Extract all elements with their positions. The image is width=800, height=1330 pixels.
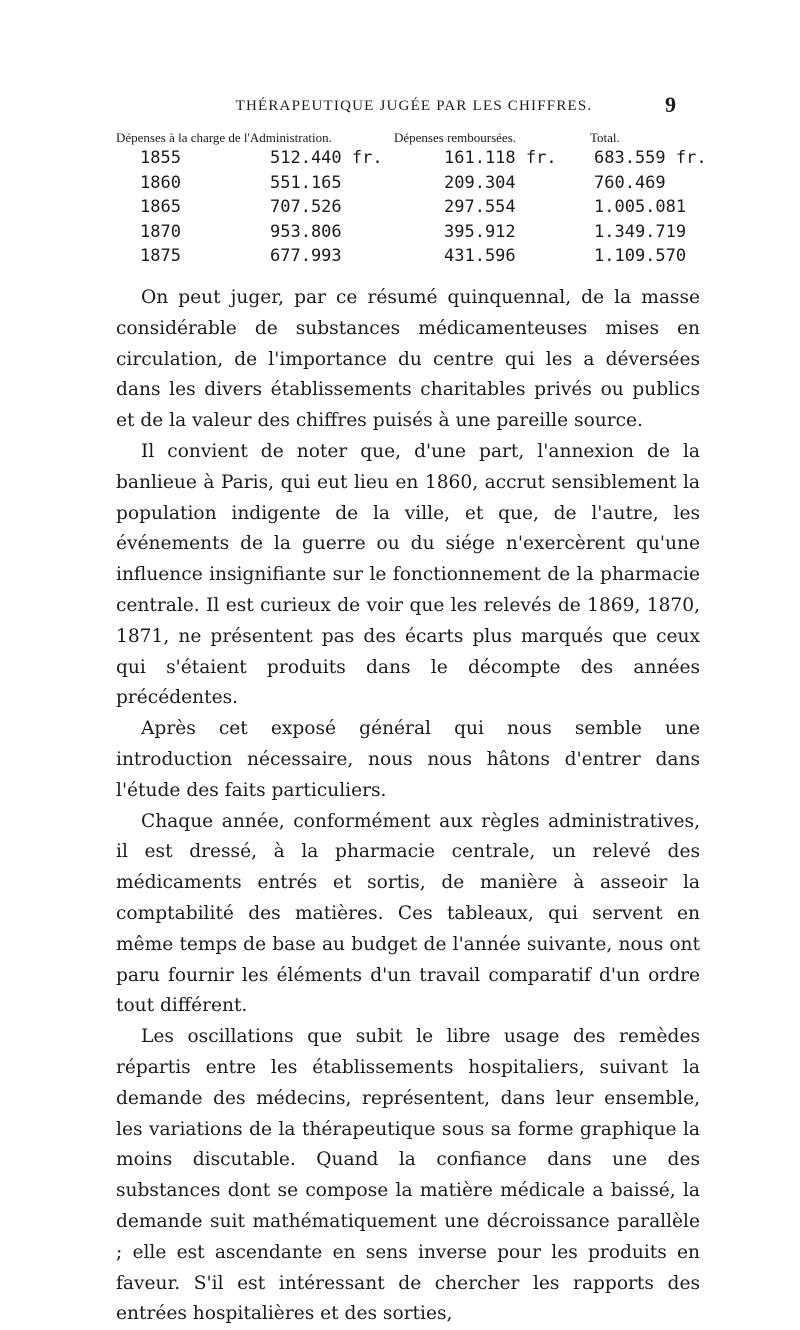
column-header-total: Total. [590,130,620,145]
cell-year: 1865 [140,197,181,217]
cell-total: 683.559 fr. [594,148,707,168]
expenses-table [116,125,707,270]
table-row [116,221,700,246]
page-number: 9 [665,92,676,117]
running-title: THÉRAPEUTIQUE JUGÉE PAR LES CHIFFRES. [235,98,593,114]
cell-admin: 707.526 [270,197,342,217]
paragraph: Après cet exposé général qui nous semble une introduction nécessaire, nous nous hâtons d'entrer dans l'étude des faits particuliers. [116,718,700,801]
column-header-reimbursed: Dépenses remboursées. [394,130,517,145]
cell-total: 1.005.081 [594,197,687,217]
paragraph: Il convient de noter que, d'une part, l'annexion de la banlieue à Paris, qui eut lieu en 1860, accrut sensiblement la population indigente de la ville, et que, de l'autre, les événements de la guerre ou du siége n'exercèrent qu'une influence insignifiante sur le fonctionnement de la pharmacie centrale. Il est curieux de voir que les relevés de 1869, 1870, 1871, ne présentent pas des écarts plus marqués que ceux qui s'étaient produits dans le décompte des années précédentes. [116,440,700,709]
table-row [116,147,707,172]
cell-total: 1.349.719 [594,221,687,242]
paragraph: On peut juger, par ce résumé quinquennal, de la masse considérable de substances médicamenteuses mises en circulation, de l'importance du centre qui les a déversées dans les divers établissements charitables privés ou publics et de la valeur des chiffres puisés à une pareille source. [116,287,700,432]
paragraph: Chaque année, conformément aux règles administratives, il est dressé, à la pharmacie centrale, un relevé des médicaments entrés et sortis, de manière à asseoir la comptabilité des matières. Ces tableaux, qui servent en même temps de base au budget de l'année suivante, nous ont paru fournir les éléments d'un travail comparatif d'un ordre tout différent. [116,810,700,1017]
cell-year: 1855 [140,148,181,168]
cell-admin: 512.440 fr. [270,148,383,168]
cell-total: 760.469 [594,172,666,193]
table-row [116,196,700,221]
cell-year: 1870 [140,221,181,242]
cell-reimbursed: 161.118 fr. [444,148,557,168]
cell-reimbursed: 297.554 [444,197,516,217]
cell-reimbursed: 395.912 [444,221,516,242]
table-row [116,172,700,197]
cell-admin: 677.993 [270,246,342,266]
cell-total: 1.109.570 [594,246,687,266]
body-text [116,283,700,1330]
table-header [116,125,700,147]
cell-year: 1875 [140,246,181,266]
cell-year: 1860 [140,172,181,193]
cell-admin: 953.806 [270,221,342,242]
cell-admin: 551.165 [270,172,342,193]
cell-reimbursed: 209.304 [444,172,516,193]
cell-reimbursed: 431.596 [444,246,516,266]
column-header-admin: Dépenses à la charge de l'Administration. [116,130,332,145]
paragraph: Les oscillations que subit le libre usage des remèdes répartis entre les établissements hospitaliers, suivant la demande des médecins, représentent, dans leur ensemble, les variations de la thérapeutique sous sa forme graphique la moins discutable. Quand la confiance dans une des substances dont se compose la matière médicale a baissé, la demande suit mathématiquement une décroissance parallèle ; elle est ascendante en sens inverse pour les produits en faveur. S'il est intéressant de chercher les rapports des entrées hospitalières et des sorties, [116,1026,700,1325]
table-row [116,245,700,270]
